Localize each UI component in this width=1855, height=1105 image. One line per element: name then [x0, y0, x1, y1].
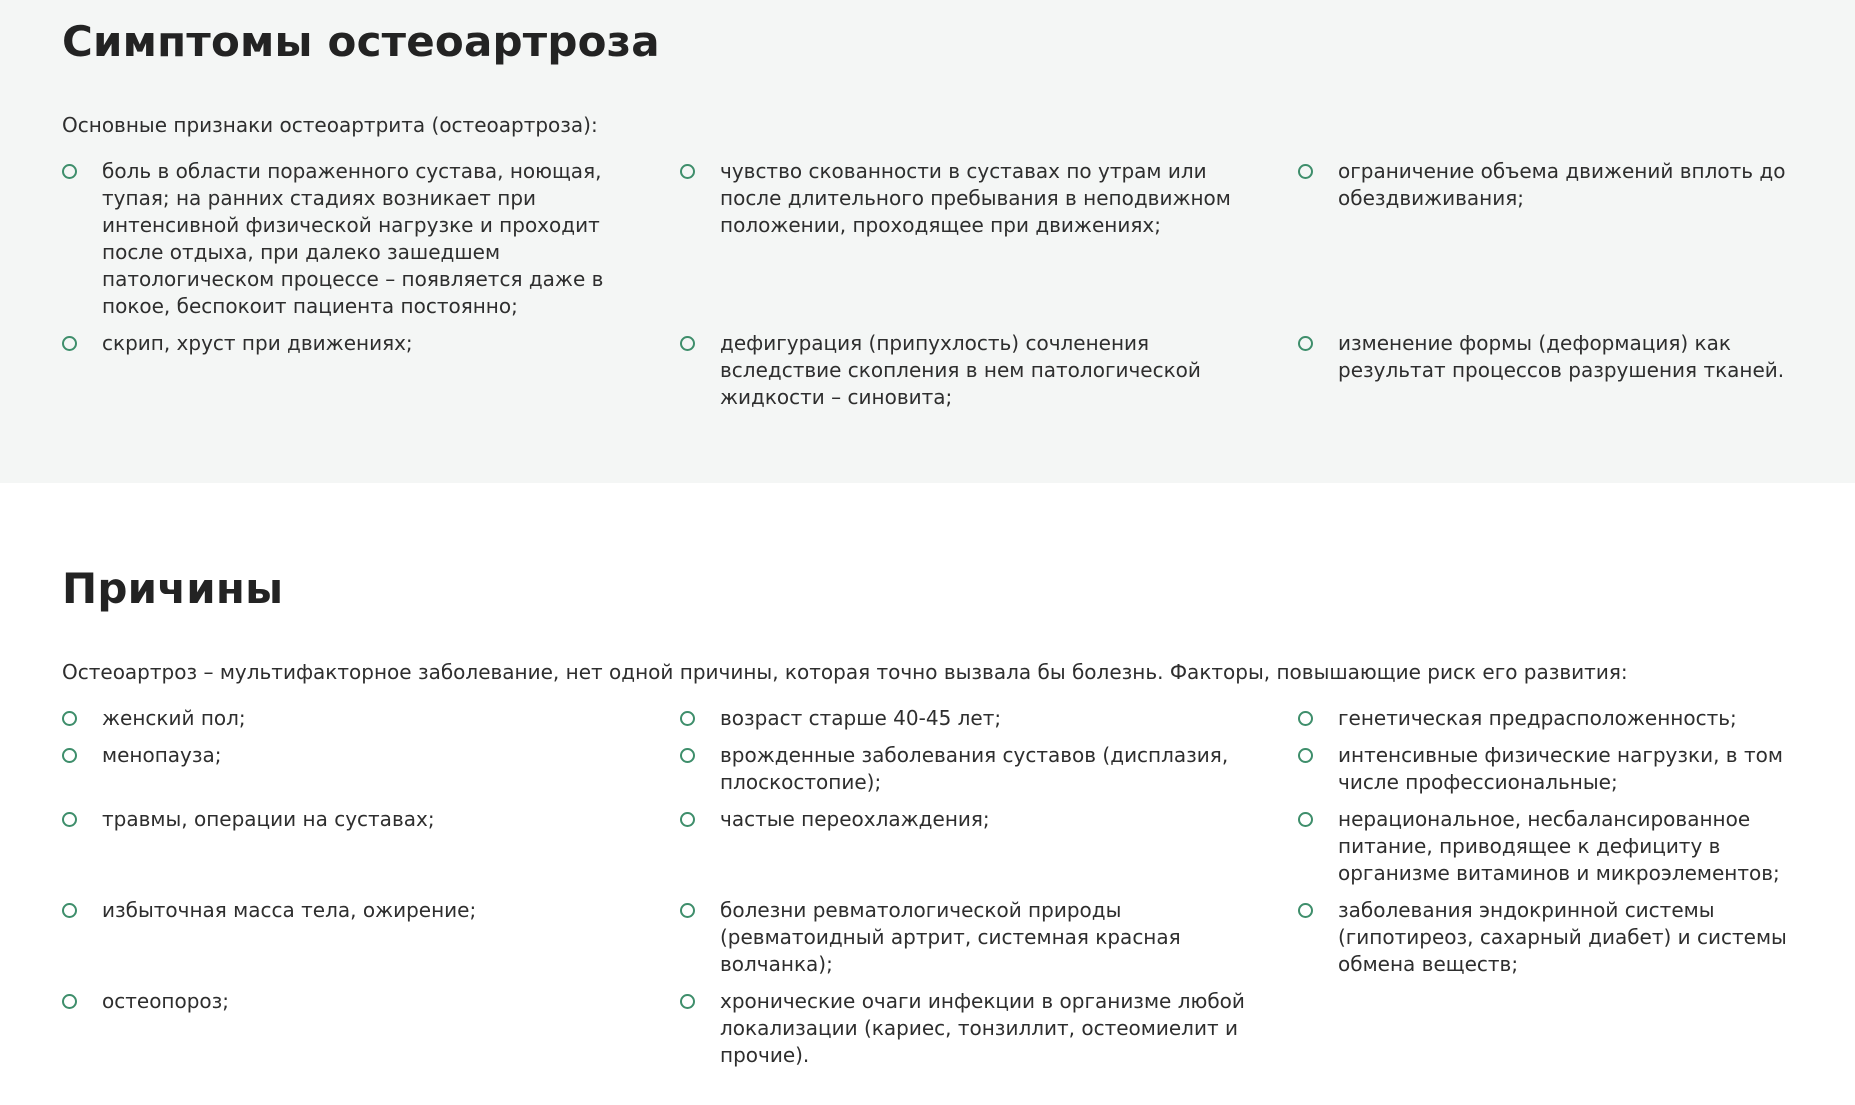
- list-item-text: заболевания эндокринной системы (гипотиреоз, сахарный диабет) и системы обмена веществ;: [1338, 898, 1787, 976]
- circle-bullet-icon: [1298, 711, 1313, 726]
- symptoms-intro: Основные признаки остеоартрита (остеоартроза):: [62, 113, 598, 137]
- list-item: [1298, 806, 1855, 897]
- symptoms-list: [62, 158, 1793, 421]
- causes-intro: Остеоартроз – мультифакторное заболевание, нет одной причины, которая точно вызвала бы болезнь. Факторы, повышающие риск его развития:: [62, 660, 1628, 684]
- list-item: [1298, 158, 1855, 330]
- circle-bullet-icon: [1298, 812, 1313, 827]
- list-item-text: хронические очаги инфекции в организме любой локализации (кариес, тонзиллит, остеомиелит и прочие).: [720, 989, 1245, 1067]
- list-item-text: чувство скованности в суставах по утрам или после длительного пребывания в неподвижном положении, проходящее при движениях;: [720, 159, 1231, 237]
- list-item: [680, 158, 1298, 330]
- circle-bullet-icon: [62, 812, 77, 827]
- list-item-text: частые переохлаждения;: [720, 807, 990, 831]
- list-item: [1298, 742, 1855, 806]
- list-item: [62, 705, 680, 742]
- list-item: [680, 742, 1298, 806]
- list-item: [62, 742, 680, 806]
- list-item-text: избыточная масса тела, ожирение;: [102, 898, 477, 922]
- list-item: [680, 806, 1298, 897]
- circle-bullet-icon: [680, 711, 695, 726]
- list-item-text: травмы, операции на суставах;: [102, 807, 435, 831]
- circle-bullet-icon: [680, 903, 695, 918]
- list-item-text: менопауза;: [102, 743, 222, 767]
- circle-bullet-icon: [62, 748, 77, 763]
- list-item: [680, 988, 1298, 1079]
- list-item-text: скрип, хруст при движениях;: [102, 331, 413, 355]
- list-item-text: возраст старше 40-45 лет;: [720, 706, 1002, 730]
- list-item-text: изменение формы (деформация) как результат процессов разрушения тканей.: [1338, 331, 1785, 382]
- circle-bullet-icon: [62, 336, 77, 351]
- list-item-text: интенсивные физические нагрузки, в том числе профессиональные;: [1338, 743, 1783, 794]
- list-item: [62, 988, 680, 1079]
- causes-list: [62, 705, 1793, 1079]
- circle-bullet-icon: [62, 994, 77, 1009]
- list-item: [62, 330, 680, 421]
- list-item: [1298, 897, 1855, 988]
- list-item: [680, 897, 1298, 988]
- circle-bullet-icon: [1298, 336, 1313, 351]
- list-item: [680, 330, 1298, 421]
- list-item-text: ограничение объема движений вплоть до обездвиживания;: [1338, 159, 1786, 210]
- symptoms-title: Симптомы остеоартроза: [62, 17, 660, 66]
- list-item-text: остеопороз;: [102, 989, 230, 1013]
- circle-bullet-icon: [1298, 903, 1313, 918]
- list-item: [1298, 705, 1855, 742]
- circle-bullet-icon: [680, 336, 695, 351]
- symptoms-section: [0, 0, 1855, 483]
- circle-bullet-icon: [62, 164, 77, 179]
- list-item-text: женский пол;: [102, 706, 246, 730]
- list-item: [680, 705, 1298, 742]
- list-item-text: болезни ревматологической природы (ревматоидный артрит, системная красная волчанка);: [720, 898, 1181, 976]
- circle-bullet-icon: [680, 994, 695, 1009]
- circle-bullet-icon: [62, 711, 77, 726]
- list-item: [62, 897, 680, 988]
- list-item: [62, 806, 680, 897]
- list-item: [62, 158, 680, 330]
- circle-bullet-icon: [680, 164, 695, 179]
- circle-bullet-icon: [680, 812, 695, 827]
- list-item-text: врожденные заболевания суставов (дисплазия, плоскостопие);: [720, 743, 1229, 794]
- circle-bullet-icon: [1298, 164, 1313, 179]
- circle-bullet-icon: [1298, 748, 1313, 763]
- list-item-text: боль в области пораженного сустава, ноющая, тупая; на ранних стадиях возникает при интенсивной физической нагрузке и проходит после отдыха, при далеко зашедшем патологическом процессе – появляется даже в покое, беспокоит пациента постоянно;: [102, 159, 604, 318]
- list-item-text: нерациональное, несбалансированное питание, приводящее к дефициту в организме витаминов и микроэлементов;: [1338, 807, 1780, 885]
- causes-section: [0, 483, 1855, 1079]
- list-item-text: генетическая предрасположенность;: [1338, 706, 1737, 730]
- list-item-text: дефигурация (припухлость) сочленения вследствие скопления в нем патологической жидкости – синовита;: [720, 331, 1201, 409]
- circle-bullet-icon: [680, 748, 695, 763]
- circle-bullet-icon: [62, 903, 77, 918]
- causes-title: Причины: [62, 564, 284, 613]
- list-item: [1298, 330, 1855, 421]
